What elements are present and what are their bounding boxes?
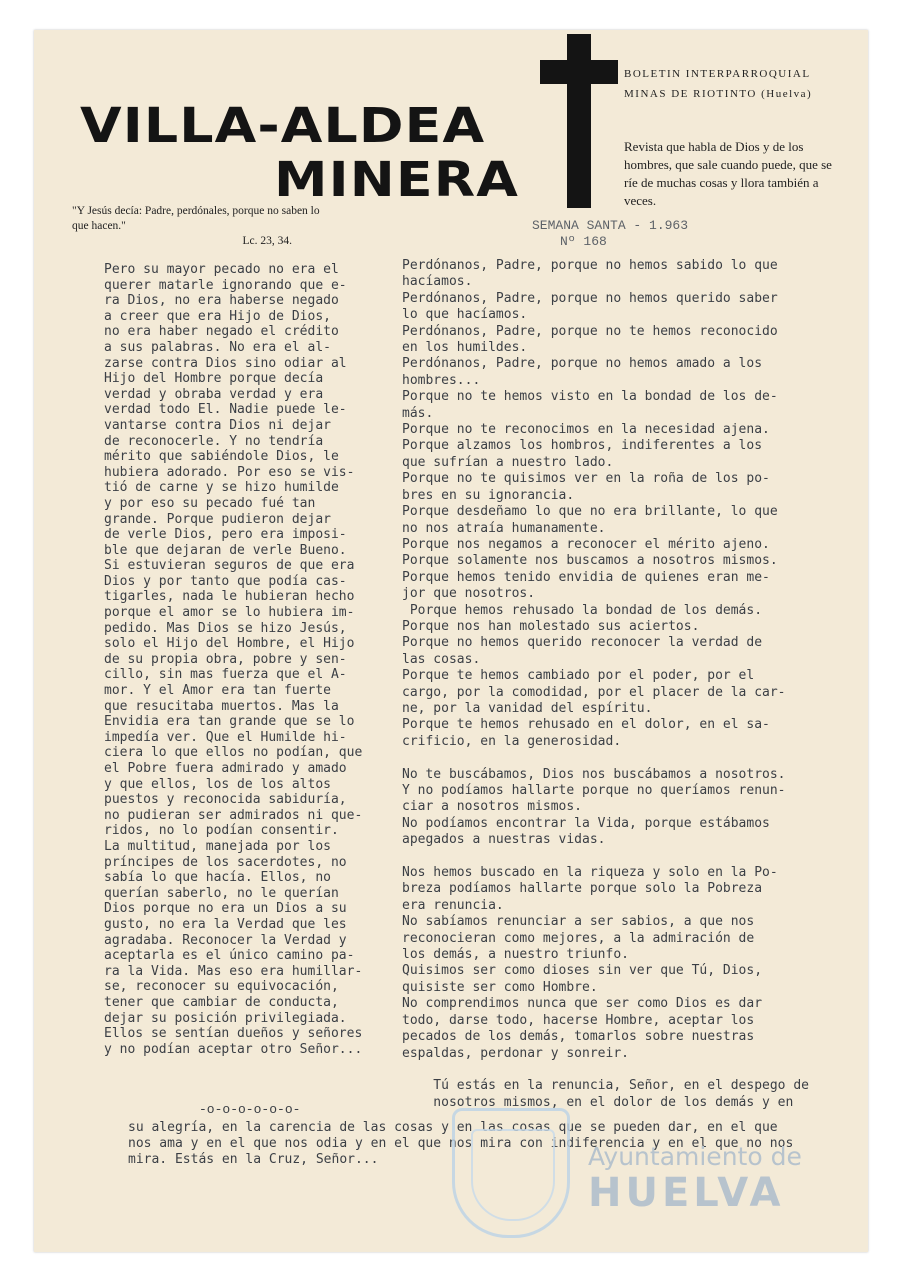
masthead-title-line1: VILLA-ALDEA: [80, 98, 486, 154]
masthead-title-line2: MINERA: [274, 152, 519, 208]
seal-icon: [452, 1108, 570, 1238]
article-final-lines: su alegría, en la carencia de las cosas y en las cosas que se pueden dar, en el que nos ama y en el que nos odia y en el que nos mira con indiferencia y en el que no nos mira. Estás en la Cruz, Señor...: [128, 1120, 794, 1167]
watermark-line1: Ayuntamiento de: [588, 1142, 802, 1171]
revista-description: Revista que habla de Dios y de los hombres, que sale cuando puede, que se ríe de muchas cosas y llora también a veces.: [624, 139, 832, 208]
boletin-label: BOLETIN INTERPARROQUIAL: [624, 68, 811, 80]
watermark-line2: HUELVA: [588, 1170, 785, 1216]
article-column-1: Pero su mayor pecado no era el querer matarle ignorando que e- ra Dios, no era haberse negado a creer que era Hijo de Dios, no era haber negado el crédito a sus palabras. No era el al- zarse contra Dios sino odiar al Hijo del Hombre porque decía verdad y obraba verdad y era verdad todo El. Nadie puede le- vantarse contra Dios ni dejar de reconocerle. Y no tendría mérito que sabiéndole Dios, le hubiera adorado. Por eso se vis- tió de carne y se hizo humilde y por eso su pecado fué tan grande. Porque pudieron dejar de verle Dios, pero era imposi- ble que dejaran de verle Bueno. Si estuvieran seguros de que era Dios y por tanto que podía cas- tigarles, nada le hubieran hecho porque el amor se lo hubiera im- pedido. Mas Dios se hizo Jesús, solo el Hijo del Hombre, el Hijo de su propia obra, pobre y sen- cillo, sin mas fuerza que el A- mor. Y el Amor era tan fuerte que resucitaba muertos. Mas la Envidia era tan grande que se lo impedía ver. Que el Humilde hi- ciera lo que ellos no podían, que el Pobre fuera admirado y amado y que ellos, los de los altos puestos y reconocida sabiduría, no pudieran ser admirados ni que- ridos, no lo podían consentir. La multitud, manejada por los príncipes de los sacerdotes, no sabía lo que hacía. Ellos, no querían saberlo, no le querían Dios porque no era un Dios a su gusto, no era la Verdad que les agradaba. Reconocer la Verdad y aceptarla es el único camino pa- ra la Vida. Mas eso era humillar- se, reconocer su equivocación, tener que cambiar de conducta, dejar su posición privilegiada. Ellos se sentían dueños y señores y no podían aceptar otro Señor...: [104, 262, 363, 1057]
article-column-2: Perdónanos, Padre, porque no hemos sabido lo que hacíamos. Perdónanos, Padre, porque no hemos querido saber lo que hacíamos. Perdónanos, Padre, porque no te hemos reconocido en los humildes. Perdónanos, Padre, porque no hemos amado a los hombres... Porque no te hemos visto en la bondad de los de- más. Porque no te reconocimos en la necesidad ajena. Porque alzamos los hombros, indiferentes a los que sufrían a nuestro lado. Porque no te quisimos ver en la roña de los po- bres en su ignorancia. Porque desdeñamo lo que no era brillante, lo que no nos atraía humanamente. Porque nos negamos a reconocer el mérito ajeno. Porque solamente nos buscamos a nosotros mismos. Porque hemos tenido envidia de quienes eran me- jor que nosotros. Porque hemos rehusado la bondad de los demás. Porque nos han molestado sus aciertos. Porque no hemos querido reconocer la verdad de las cosas. Porque te hemos cambiado por el poder, por el cargo, por la comodidad, por el placer de la car- ne, por la vanidad del espíritu. Porque te hemos rehusado en el dolor, en el sa- crificio, en la generosidad. No te buscábamos, Dios nos buscábamos a nosotros. Y no podíamos hallarte porque no queríamos renun- ciar a nosotros mismos. No podíamos encontrar la Vida, porque estábamos apegados a nuestras vidas. Nos hemos buscado en la riqueza y solo en la Po- breza podíamos hallarte porque solo la Pobreza era renuncia. No sabíamos renunciar a ser sabios, a que nos reconocieran como mejores, a la admiración de los demás, a nuestro triunfo. Quisimos ser como dioses sin ver que Tú, Dios, quisiste ser como Hombre. No comprendimos nunca que ser como Dios es dar todo, darse todo, hacerse Hombre, aceptar los pecados de los demás, tomarlos sobre nuestras espaldas, perdonar y sonreir. Tú estás en la renuncia, Señor, en el despego de nosotros mismos, en el dolor de los demás y en: [402, 258, 809, 1110]
issue-date: SEMANA SANTA - 1.963: [532, 218, 689, 233]
bible-quote: [72, 204, 322, 249]
cross-bar: [540, 60, 618, 84]
quote-reference: Lc. 23, 34.: [242, 235, 292, 247]
newsletter-page: [34, 30, 868, 1252]
issue-info: [532, 218, 688, 250]
quote-text: "Y Jesús decía: Padre, perdónales, porque no saben lo que hacen.": [72, 205, 320, 232]
place-label: MINAS DE RIOTINTO (Huelva): [624, 88, 813, 100]
issue-number: Nº 168: [560, 234, 607, 249]
separator: -o-o-o-o-o-o-: [199, 1102, 301, 1117]
